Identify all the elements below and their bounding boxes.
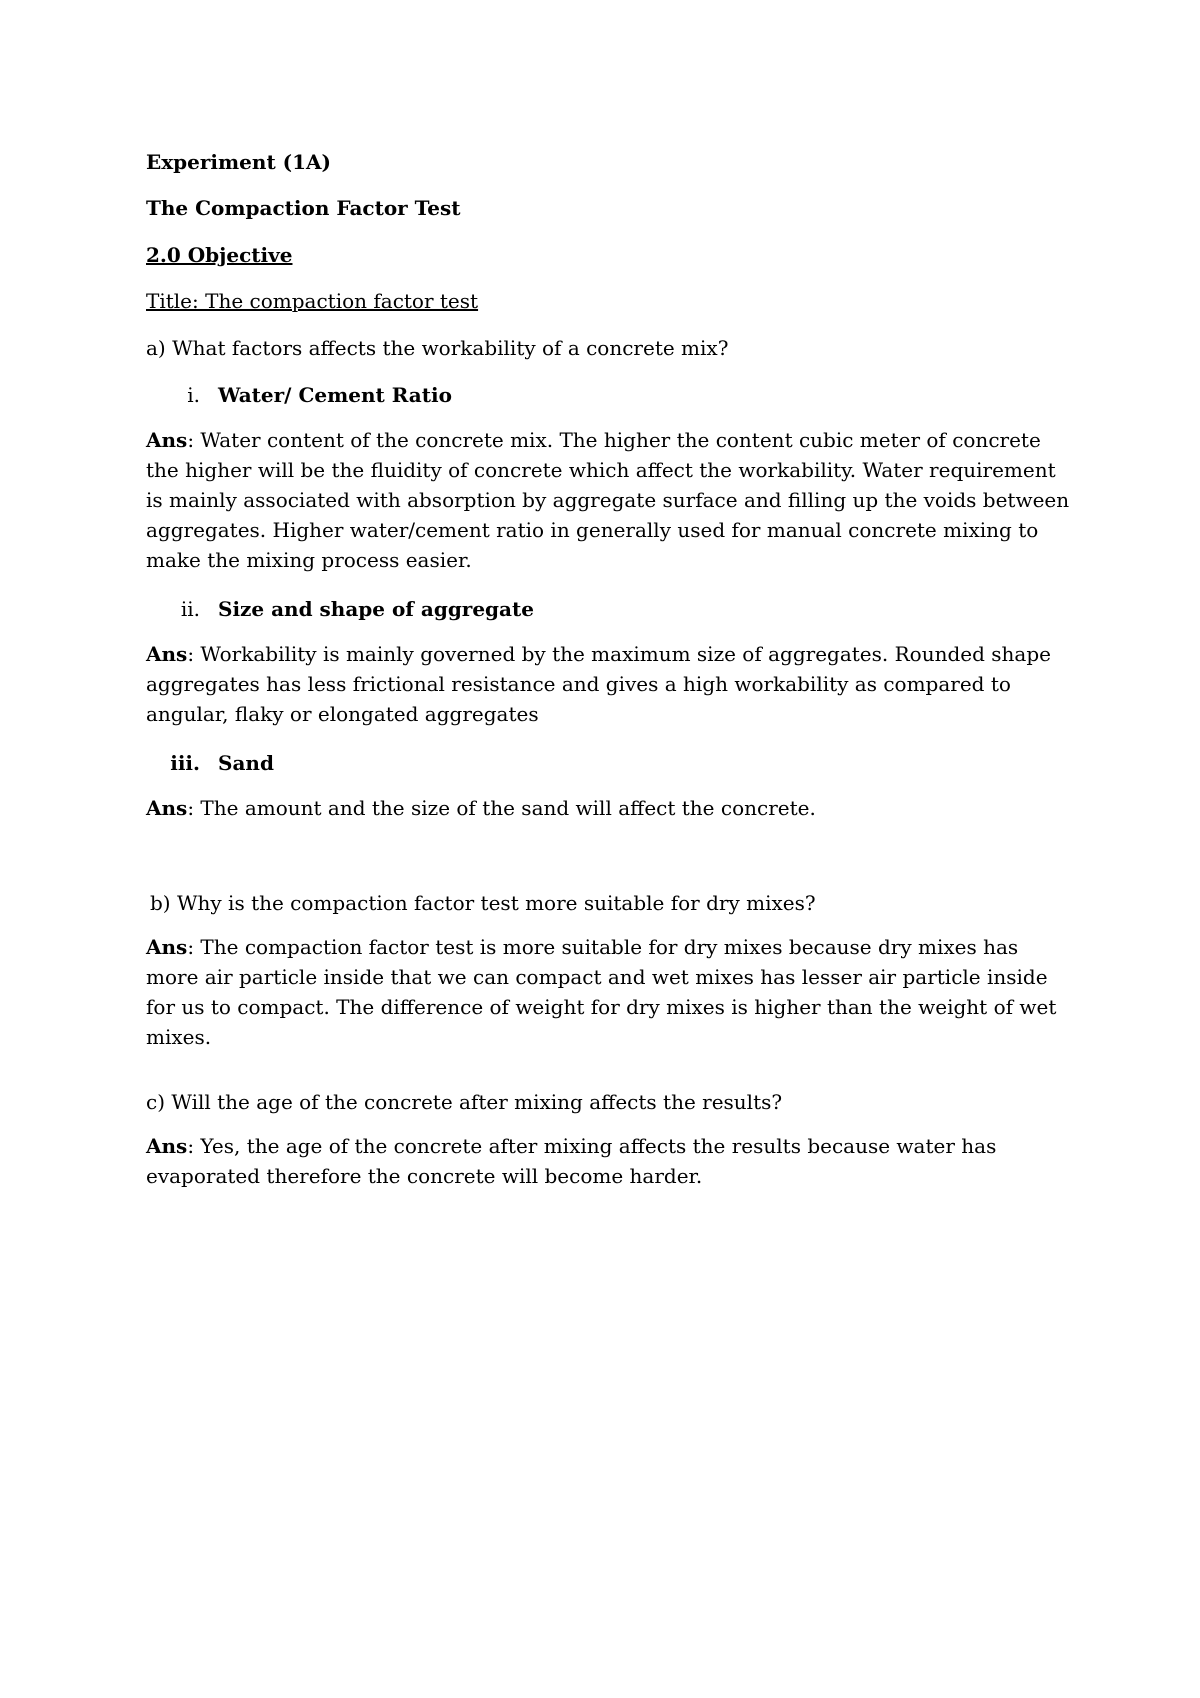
- ans-label: Ans: [146, 1134, 188, 1158]
- list-numeral: i.: [187, 383, 200, 407]
- title-line: Title: The compaction factor test: [146, 289, 479, 313]
- factor-answer: [146, 639, 1076, 729]
- section-heading: 2.0 Objective: [146, 243, 293, 267]
- answer-text: : Water content of the concrete mix. The higher the content cubic meter of concrete the higher will be the fluidity of concrete which affect the workability. Water requirement is mainly associated with absorption by aggregate surface and filling up the voids between aggregates. Higher water/cement ratio in generally used for manual concrete mixing to make the mixing process easier.: [146, 428, 1070, 572]
- factor-answer: [146, 793, 1076, 823]
- list-numeral: ii.: [180, 597, 200, 621]
- factor-title: Sand: [218, 751, 274, 775]
- ans-label: Ans: [146, 428, 188, 452]
- factor-title: Water/ Cement Ratio: [218, 383, 452, 407]
- answer-text: : Yes, the age of the concrete after mixing affects the results because water has evaporated therefore the concrete will become harder.: [146, 1134, 997, 1188]
- test-title: The Compaction Factor Test: [146, 196, 461, 220]
- question-a: a) What factors affects the workability of a concrete mix?: [146, 336, 729, 360]
- question-c: c) Will the age of the concrete after mixing affects the results?: [146, 1090, 783, 1114]
- answer-text: : The compaction factor test is more suitable for dry mixes because dry mixes has more air particle inside that we can compact and wet mixes has lesser air particle inside for us to compact. The difference of weight for dry mixes is higher than the weight of wet mixes.: [146, 935, 1057, 1049]
- ans-label: Ans: [146, 642, 188, 666]
- factor-title: Size and shape of aggregate: [218, 597, 534, 621]
- answer-text: : Workability is mainly governed by the maximum size of aggregates. Rounded shape aggregates has less frictional resistance and gives a high workability as compared to angular, flaky or elongated aggregates: [146, 642, 1051, 726]
- answer-c: [146, 1131, 1076, 1191]
- question-b: b) Why is the compaction factor test more suitable for dry mixes?: [150, 891, 816, 915]
- answer-text: : The amount and the size of the sand will affect the concrete.: [187, 796, 816, 820]
- ans-label: Ans: [146, 796, 188, 820]
- factor-answer: [146, 425, 1076, 575]
- experiment-title: Experiment (1A): [146, 150, 331, 174]
- ans-label: Ans: [146, 935, 188, 959]
- list-numeral: iii.: [170, 751, 200, 775]
- answer-b: [146, 932, 1076, 1052]
